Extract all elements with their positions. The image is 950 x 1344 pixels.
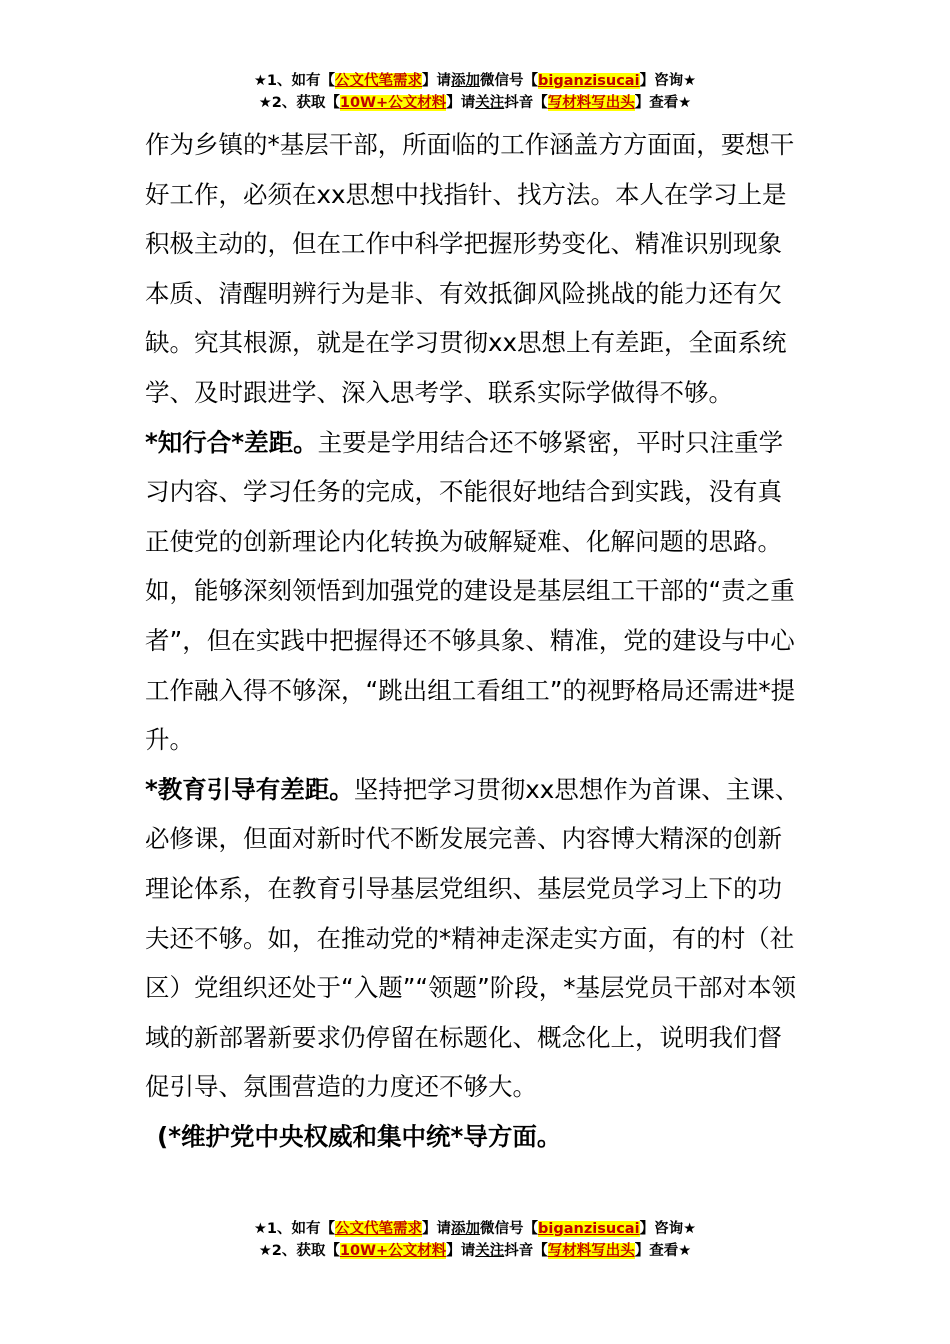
banner-line-2: ★2、获取【10W+公文材料】请关注抖音【写材料写出头】查看★: [258, 95, 692, 111]
section-heading: (*维护党中央权威和集中统*导方面。: [157, 1121, 562, 1151]
paragraph-3: *教育引导有差距。坚持把学习贯彻xx思想作为首课、主课、必修课，但面对新时代不断发展完善、内容博大精深的创新理论体系，在教育引导基层党组织、基层党员学习上下的功夫还不够。如，在推动党的*精神走深走实方面，有的村（社区）党组织还处于“入题”“领题”阶段，*基层党员干部对本领域的新部署新要求仍停留在标题化、概念化上，说明我们督促引导、氛围营造的力度还不够大。: [145, 774, 800, 1102]
banner-line-2: ★2、获取【10W+公文材料】请关注抖音【写材料写出头】查看★: [258, 1243, 692, 1259]
wechat-id: biganzisucai: [538, 1221, 640, 1237]
wechat-id: biganzisucai: [538, 73, 640, 89]
douyin-id: 写材料写出头: [547, 95, 635, 111]
footer-banner: [0, 1218, 950, 1262]
paragraph-1: 作为乡镇的*基层干部，所面临的工作涵盖方方面面，要想干好工作，必须在xx思想中找指针、找方法。本人在学习上是积极主动的，但在工作中科学把握形势变化、精准识别现象本质、清醒明辨行为是非、有效抵御风险挑战的能力还有欠缺。究其根源，就是在学习贯彻xx思想上有差距，全面系统学、及时跟进学、深入思考学、联系实际学做得不够。: [145, 130, 795, 407]
banner-line-1: ★1、如有【公文代笔需求】请添加微信号【biganzisucai】咨询★: [253, 1221, 697, 1237]
paragraph-lead: *教育引导有差距。: [145, 774, 354, 804]
highlight-text: 公文代笔需求: [335, 73, 423, 89]
header-banner: [0, 70, 950, 114]
highlight-text: 10W+公文材料: [339, 95, 447, 111]
banner-line-1: ★1、如有【公文代笔需求】请添加微信号【biganzisucai】咨询★: [253, 73, 697, 89]
highlight-text: 10W+公文材料: [339, 1243, 447, 1259]
douyin-id: 写材料写出头: [547, 1243, 635, 1259]
highlight-text: 公文代笔需求: [335, 1221, 423, 1237]
paragraph-2: *知行合*差距。主要是学用结合还不够紧密，平时只注重学习内容、学习任务的完成，不能很好地结合到实践，没有真正使党的创新理论内化转换为破解疑难、化解问题的思路。如，能够深刻领悟到加强党的建设是基层组工干部的“责之重者”，但在实践中把握得还不够具象、精准，党的建设与中心工作融入得不够深，“跳出组工看组工”的视野格局还需进*提升。: [145, 427, 796, 755]
document-body: [145, 120, 805, 1161]
paragraph-lead: *知行合*差距。: [145, 427, 318, 457]
